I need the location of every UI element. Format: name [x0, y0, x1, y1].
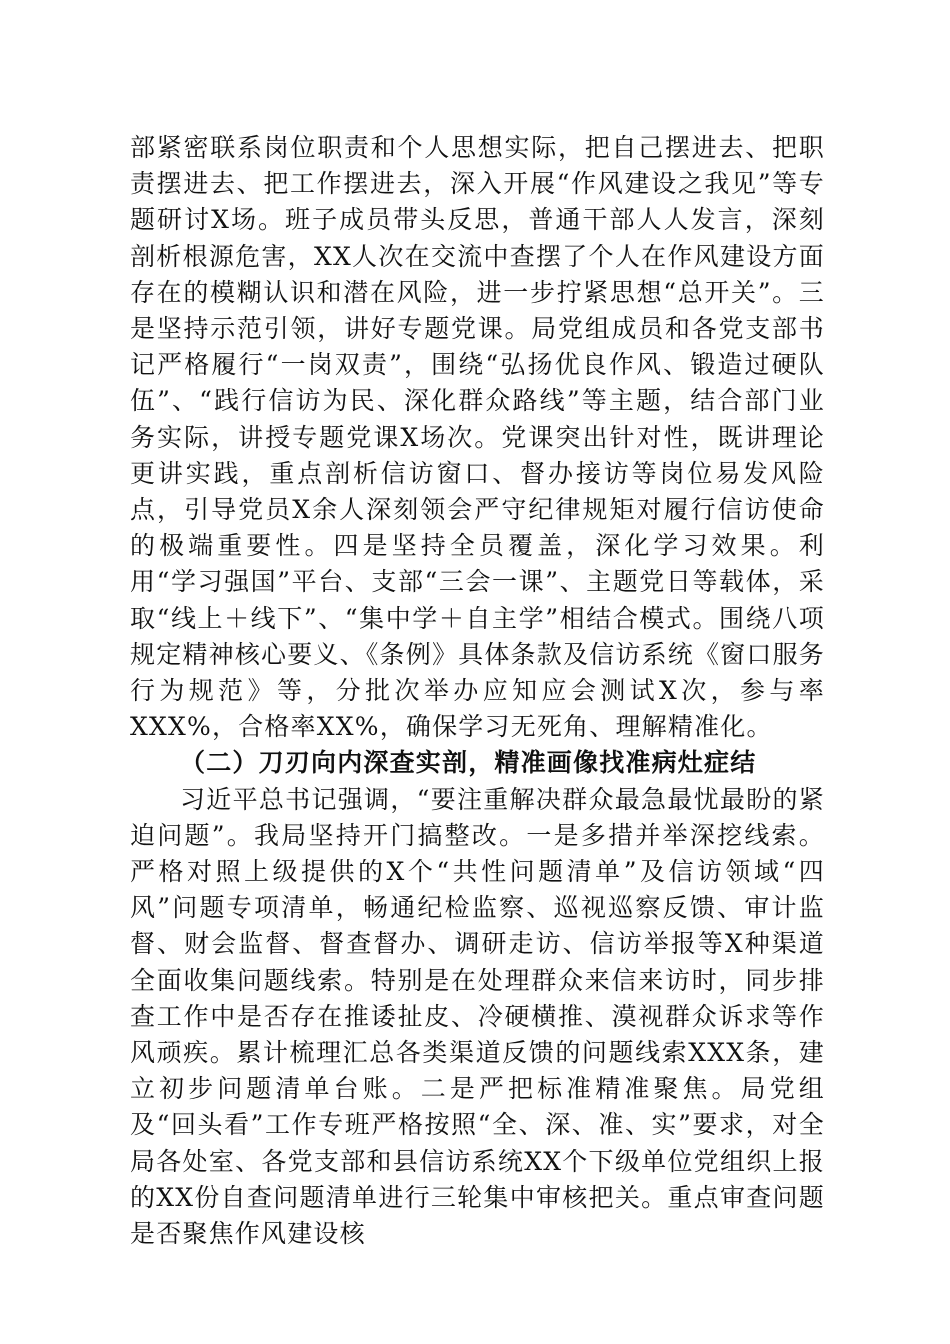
paragraph-continued: 部紧密联系岗位职责和个人思想实际，把自己摆进去、把职责摆进去、把工作摆进去，深入开展“作风建设之我见”等专题研讨X场。班子成员带头反思，普通干部人人发言，深刻剖析根源危害，XX人次在交流中查摆了个人在作风建设方面存在的模糊认识和潜在风险，进一步拧紧思想“总开关”。三是坚持示范引领，讲好专题党课。局党组成员和各党支部书记严格履行“一岗双责”，围绕“弘扬优良作风、锻造过硬队伍”、“践行信访为民、深化群众路线”等主题，结合部门业务实际，讲授专题党课X场次。党课突出针对性，既讲理论更讲实践，重点剖析信访窗口、督办接访等岗位易发风险点，引导党员X余人深刻领会严守纪律规矩对履行信访使命的极端重要性。四是坚持全员覆盖，深化学习效果。利用“学习强国”平台、支部“三会一课”、主题党日等载体，采取“线上＋线下”、“集中学＋自主学”相结合模式。围绕八项规定精神核心要义、《条例》具体条款及信访系统《窗口服务行为规范》等，分批次举办应知应会测试X次，参与率XXX%，合格率XX%，确保学习无死角、理解精准化。: [130, 133, 825, 742]
document-body: [130, 130, 825, 1252]
paragraph-body: 习近平总书记强调，“要注重解决群众最急最忧最盼的紧迫问题”。我局坚持开门搞整改。一是多措并举深挖线索。严格对照上级提供的X个“共性问题清单”及信访领域“四风”问题专项清单，畅通纪检监察、巡视巡察反馈、审计监督、财会监督、督查督办、调研走访、信访举报等X种渠道全面收集问题线索。特别是在处理群众来信来访时，同步排查工作中是否存在推诿扯皮、冷硬横推、漠视群众诉求等作风顽疾。累计梳理汇总各类渠道反馈的问题线索XXX条，建立初步问题清单台账。二是严把标准精准聚焦。局党组及“回头看”工作专班严格按照“全、深、准、实”要求，对全局各处室、各党支部和县信访系统XX个下级单位党组织上报的XX份自查问题清单进行三轮集中审核把关。重点审查问题是否聚焦作风建设核: [130, 784, 825, 1249]
section-heading: （二）刀刃向内深查实剖，精准画像找准病灶症结: [180, 748, 757, 778]
